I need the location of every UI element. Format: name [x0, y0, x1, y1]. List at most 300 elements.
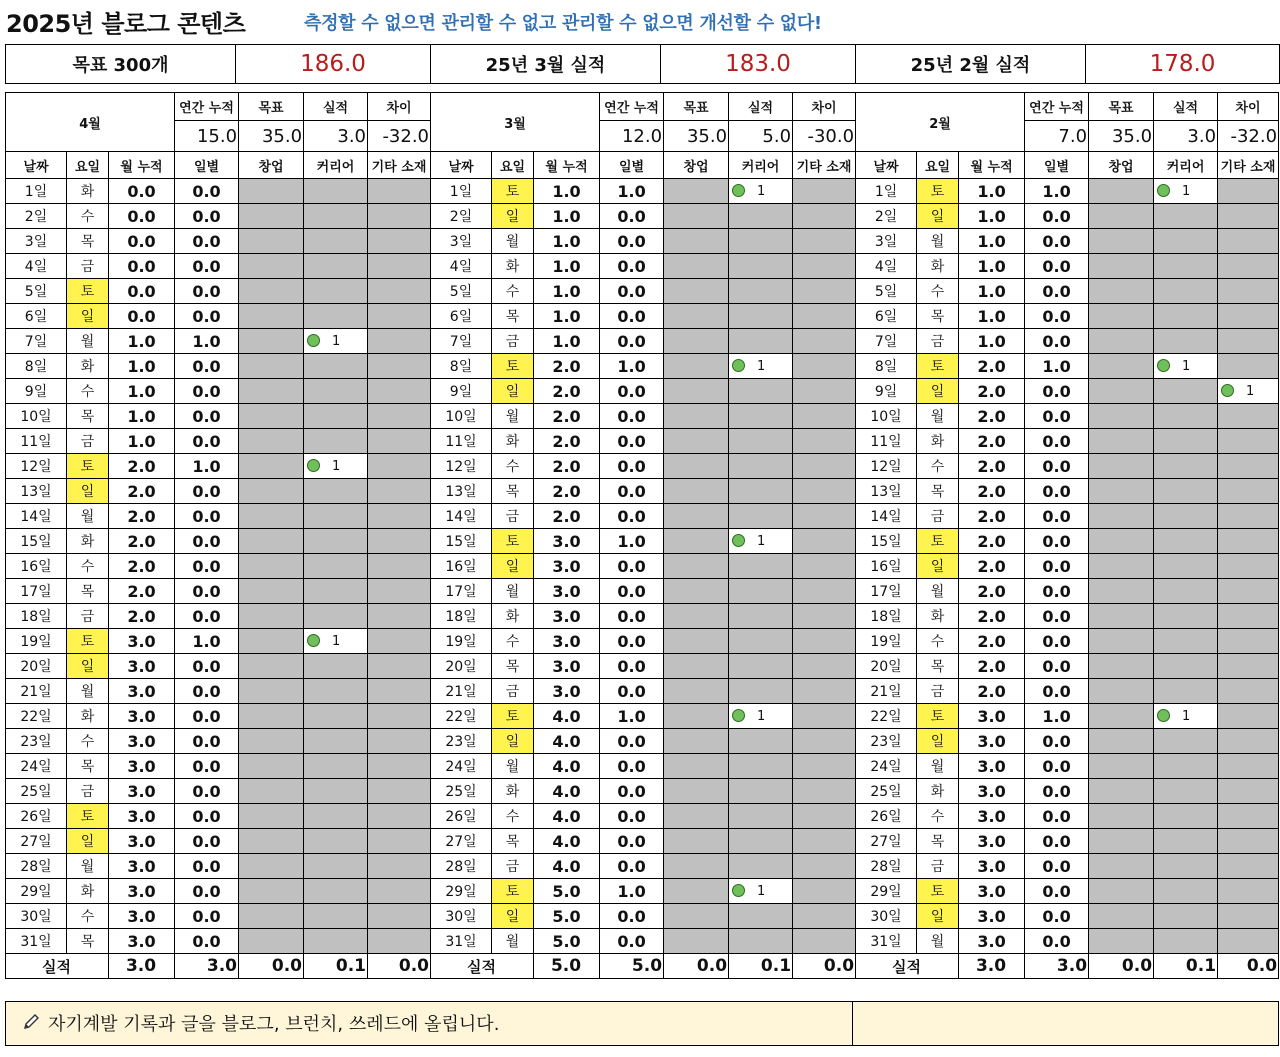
totals-value[interactable]: 0.0	[368, 954, 431, 979]
daily-count-cell[interactable]: 0.0	[600, 329, 664, 354]
daily-count-cell[interactable]: 1.0	[175, 629, 239, 654]
startup-cell[interactable]	[1089, 854, 1154, 879]
daily-count-cell[interactable]: 0.0	[600, 429, 664, 454]
weekday-cell[interactable]: 수	[67, 554, 109, 579]
startup-cell[interactable]	[239, 429, 304, 454]
monthly-cumulative-cell[interactable]: 5.0	[534, 879, 600, 904]
career-cell[interactable]	[304, 529, 368, 554]
monthly-cumulative-cell[interactable]: 2.0	[959, 354, 1025, 379]
startup-cell[interactable]	[664, 479, 729, 504]
career-cell[interactable]	[729, 629, 793, 654]
startup-cell[interactable]	[664, 504, 729, 529]
monthly-cumulative-cell[interactable]: 1.0	[109, 354, 175, 379]
date-cell[interactable]: 7일	[6, 329, 67, 354]
totals-value[interactable]: 0.0	[1218, 954, 1279, 979]
career-cell[interactable]	[729, 254, 793, 279]
weekday-cell[interactable]: 금	[67, 254, 109, 279]
other-topic-cell[interactable]	[1218, 354, 1279, 379]
startup-cell[interactable]	[239, 579, 304, 604]
startup-cell[interactable]	[664, 854, 729, 879]
other-topic-cell[interactable]	[1218, 904, 1279, 929]
other-topic-cell[interactable]	[1218, 204, 1279, 229]
career-cell[interactable]	[729, 879, 793, 904]
weekday-cell[interactable]: 목	[67, 579, 109, 604]
daily-count-cell[interactable]: 0.0	[600, 254, 664, 279]
other-topic-cell[interactable]	[793, 179, 856, 204]
other-topic-cell[interactable]	[1218, 679, 1279, 704]
weekday-cell[interactable]: 월	[917, 754, 959, 779]
career-cell[interactable]	[304, 229, 368, 254]
daily-count-cell[interactable]: 0.0	[600, 604, 664, 629]
daily-count-cell[interactable]: 0.0	[1025, 504, 1089, 529]
career-cell[interactable]	[1154, 229, 1218, 254]
other-topic-cell[interactable]	[368, 279, 431, 304]
other-topic-cell[interactable]	[793, 704, 856, 729]
startup-cell[interactable]	[1089, 479, 1154, 504]
date-cell[interactable]: 13일	[431, 479, 492, 504]
startup-cell[interactable]	[1089, 629, 1154, 654]
column-header[interactable]: 기타 소재	[1218, 152, 1279, 179]
daily-count-cell[interactable]: 0.0	[175, 529, 239, 554]
startup-cell[interactable]	[1089, 329, 1154, 354]
startup-cell[interactable]	[664, 904, 729, 929]
career-cell[interactable]	[729, 604, 793, 629]
daily-count-cell[interactable]: 0.0	[1025, 779, 1089, 804]
date-cell[interactable]: 7일	[856, 329, 917, 354]
other-topic-cell[interactable]	[1218, 729, 1279, 754]
column-header[interactable]: 창업	[1089, 152, 1154, 179]
daily-count-cell[interactable]: 0.0	[175, 729, 239, 754]
startup-cell[interactable]	[239, 204, 304, 229]
career-cell[interactable]	[304, 679, 368, 704]
date-cell[interactable]: 30일	[6, 904, 67, 929]
date-cell[interactable]: 9일	[431, 379, 492, 404]
daily-count-cell[interactable]: 0.0	[1025, 554, 1089, 579]
monthly-cumulative-cell[interactable]: 1.0	[959, 329, 1025, 354]
date-cell[interactable]: 20일	[856, 654, 917, 679]
date-cell[interactable]: 10일	[856, 404, 917, 429]
daily-count-cell[interactable]: 1.0	[175, 454, 239, 479]
date-cell[interactable]: 5일	[856, 279, 917, 304]
other-topic-cell[interactable]	[1218, 629, 1279, 654]
column-header[interactable]: 일별	[600, 152, 664, 179]
career-cell[interactable]	[729, 529, 793, 554]
monthly-cumulative-cell[interactable]: 1.0	[959, 179, 1025, 204]
date-cell[interactable]: 9일	[6, 379, 67, 404]
weekday-cell[interactable]: 화	[917, 779, 959, 804]
monthly-cumulative-cell[interactable]: 1.0	[534, 304, 600, 329]
date-cell[interactable]: 23일	[856, 729, 917, 754]
startup-cell[interactable]	[1089, 554, 1154, 579]
startup-cell[interactable]	[1089, 579, 1154, 604]
daily-count-cell[interactable]: 0.0	[1025, 404, 1089, 429]
date-cell[interactable]: 22일	[431, 704, 492, 729]
summary-value-february[interactable]: 178.0	[1086, 45, 1280, 84]
daily-count-cell[interactable]: 0.0	[175, 854, 239, 879]
career-cell[interactable]	[304, 904, 368, 929]
monthly-cumulative-cell[interactable]: 2.0	[959, 579, 1025, 604]
startup-cell[interactable]	[239, 704, 304, 729]
startup-cell[interactable]	[1089, 304, 1154, 329]
other-topic-cell[interactable]	[368, 429, 431, 454]
date-cell[interactable]: 11일	[6, 429, 67, 454]
daily-count-cell[interactable]: 0.0	[1025, 229, 1089, 254]
career-cell[interactable]	[304, 204, 368, 229]
daily-count-cell[interactable]: 0.0	[1025, 279, 1089, 304]
daily-count-cell[interactable]: 0.0	[1025, 829, 1089, 854]
career-cell[interactable]	[729, 679, 793, 704]
career-cell[interactable]	[304, 804, 368, 829]
date-cell[interactable]: 12일	[431, 454, 492, 479]
other-topic-cell[interactable]	[368, 729, 431, 754]
daily-count-cell[interactable]: 0.0	[1025, 729, 1089, 754]
daily-count-cell[interactable]: 0.0	[175, 379, 239, 404]
weekday-cell[interactable]: 금	[917, 854, 959, 879]
other-topic-cell[interactable]	[368, 904, 431, 929]
daily-count-cell[interactable]: 0.0	[175, 229, 239, 254]
weekday-cell[interactable]: 수	[917, 804, 959, 829]
monthly-cumulative-cell[interactable]: 3.0	[109, 704, 175, 729]
other-topic-cell[interactable]	[368, 829, 431, 854]
weekday-cell[interactable]: 화	[917, 254, 959, 279]
startup-cell[interactable]	[1089, 754, 1154, 779]
date-cell[interactable]: 31일	[6, 929, 67, 954]
monthly-cumulative-cell[interactable]: 0.0	[109, 279, 175, 304]
date-cell[interactable]: 16일	[431, 554, 492, 579]
other-topic-cell[interactable]	[368, 204, 431, 229]
monthly-cumulative-cell[interactable]: 2.0	[959, 654, 1025, 679]
weekday-cell[interactable]: 화	[492, 779, 534, 804]
startup-cell[interactable]	[1089, 929, 1154, 954]
weekday-cell[interactable]: 토	[67, 454, 109, 479]
date-cell[interactable]: 27일	[856, 829, 917, 854]
monthly-cumulative-cell[interactable]: 1.0	[534, 179, 600, 204]
career-cell[interactable]	[729, 504, 793, 529]
startup-cell[interactable]	[664, 929, 729, 954]
date-cell[interactable]: 25일	[856, 779, 917, 804]
weekday-cell[interactable]: 수	[67, 729, 109, 754]
weekday-cell[interactable]: 수	[917, 629, 959, 654]
startup-cell[interactable]	[239, 729, 304, 754]
note-cell-empty[interactable]	[853, 1001, 1279, 1046]
totals-value[interactable]: 0.1	[304, 954, 368, 979]
date-cell[interactable]: 6일	[6, 304, 67, 329]
daily-count-cell[interactable]: 0.0	[1025, 529, 1089, 554]
date-cell[interactable]: 25일	[6, 779, 67, 804]
daily-count-cell[interactable]: 0.0	[600, 404, 664, 429]
career-cell[interactable]	[304, 779, 368, 804]
date-cell[interactable]: 28일	[856, 854, 917, 879]
startup-cell[interactable]	[1089, 529, 1154, 554]
weekday-cell[interactable]: 금	[67, 779, 109, 804]
weekday-cell[interactable]: 월	[492, 229, 534, 254]
startup-cell[interactable]	[239, 329, 304, 354]
career-cell[interactable]	[304, 254, 368, 279]
career-cell[interactable]	[729, 754, 793, 779]
career-cell[interactable]	[1154, 829, 1218, 854]
career-cell[interactable]	[1154, 404, 1218, 429]
date-cell[interactable]: 11일	[856, 429, 917, 454]
career-cell[interactable]	[1154, 629, 1218, 654]
other-topic-cell[interactable]	[1218, 504, 1279, 529]
weekday-cell[interactable]: 일	[67, 654, 109, 679]
career-cell[interactable]	[729, 929, 793, 954]
weekday-cell[interactable]: 화	[67, 879, 109, 904]
startup-cell[interactable]	[1089, 604, 1154, 629]
month-title[interactable]: 2월	[856, 93, 1025, 152]
stat-value[interactable]: -32.0	[1218, 121, 1279, 152]
monthly-cumulative-cell[interactable]: 2.0	[959, 404, 1025, 429]
startup-cell[interactable]	[239, 754, 304, 779]
other-topic-cell[interactable]	[1218, 229, 1279, 254]
monthly-cumulative-cell[interactable]: 2.0	[109, 479, 175, 504]
monthly-cumulative-cell[interactable]: 3.0	[534, 529, 600, 554]
date-cell[interactable]: 26일	[6, 804, 67, 829]
startup-cell[interactable]	[664, 379, 729, 404]
date-cell[interactable]: 9일	[856, 379, 917, 404]
career-cell[interactable]	[304, 579, 368, 604]
career-cell[interactable]	[729, 654, 793, 679]
career-cell[interactable]	[304, 504, 368, 529]
totals-label[interactable]: 실적	[431, 954, 534, 979]
startup-cell[interactable]	[1089, 504, 1154, 529]
career-cell[interactable]	[304, 554, 368, 579]
monthly-cumulative-cell[interactable]: 3.0	[109, 754, 175, 779]
monthly-cumulative-cell[interactable]: 1.0	[959, 279, 1025, 304]
career-cell[interactable]	[729, 329, 793, 354]
weekday-cell[interactable]: 금	[67, 604, 109, 629]
startup-cell[interactable]	[664, 704, 729, 729]
totals-value[interactable]: 0.0	[1089, 954, 1154, 979]
other-topic-cell[interactable]	[368, 654, 431, 679]
other-topic-cell[interactable]	[368, 579, 431, 604]
other-topic-cell[interactable]	[368, 804, 431, 829]
startup-cell[interactable]	[664, 554, 729, 579]
monthly-cumulative-cell[interactable]: 0.0	[109, 204, 175, 229]
career-cell[interactable]	[304, 929, 368, 954]
daily-count-cell[interactable]: 0.0	[175, 479, 239, 504]
career-cell[interactable]	[729, 479, 793, 504]
startup-cell[interactable]	[664, 729, 729, 754]
weekday-cell[interactable]: 월	[67, 504, 109, 529]
career-cell[interactable]	[1154, 904, 1218, 929]
other-topic-cell[interactable]	[368, 554, 431, 579]
date-cell[interactable]: 12일	[856, 454, 917, 479]
date-cell[interactable]: 21일	[856, 679, 917, 704]
monthly-cumulative-cell[interactable]: 2.0	[109, 554, 175, 579]
startup-cell[interactable]	[1089, 354, 1154, 379]
daily-count-cell[interactable]: 0.0	[1025, 379, 1089, 404]
monthly-cumulative-cell[interactable]: 2.0	[959, 379, 1025, 404]
daily-count-cell[interactable]: 0.0	[600, 479, 664, 504]
startup-cell[interactable]	[664, 629, 729, 654]
career-cell[interactable]	[1154, 254, 1218, 279]
weekday-cell[interactable]: 목	[917, 479, 959, 504]
startup-cell[interactable]	[1089, 454, 1154, 479]
monthly-cumulative-cell[interactable]: 3.0	[109, 629, 175, 654]
weekday-cell[interactable]: 화	[67, 529, 109, 554]
career-cell[interactable]	[1154, 579, 1218, 604]
weekday-cell[interactable]: 금	[917, 679, 959, 704]
other-topic-cell[interactable]	[793, 479, 856, 504]
daily-count-cell[interactable]: 0.0	[175, 829, 239, 854]
career-cell[interactable]	[1154, 179, 1218, 204]
monthly-cumulative-cell[interactable]: 2.0	[109, 504, 175, 529]
monthly-cumulative-cell[interactable]: 0.0	[109, 229, 175, 254]
weekday-cell[interactable]: 화	[67, 354, 109, 379]
career-cell[interactable]	[729, 779, 793, 804]
career-cell[interactable]	[304, 479, 368, 504]
summary-value-goal[interactable]: 186.0	[236, 45, 431, 84]
monthly-cumulative-cell[interactable]: 3.0	[534, 579, 600, 604]
startup-cell[interactable]	[664, 329, 729, 354]
stat-header[interactable]: 연간 누적	[1025, 93, 1089, 121]
summary-value-march[interactable]: 183.0	[661, 45, 856, 84]
monthly-cumulative-cell[interactable]: 2.0	[959, 504, 1025, 529]
daily-count-cell[interactable]: 0.0	[600, 454, 664, 479]
daily-count-cell[interactable]: 0.0	[175, 204, 239, 229]
other-topic-cell[interactable]	[368, 454, 431, 479]
date-cell[interactable]: 5일	[6, 279, 67, 304]
date-cell[interactable]: 17일	[6, 579, 67, 604]
career-cell[interactable]	[304, 304, 368, 329]
career-cell[interactable]	[1154, 329, 1218, 354]
startup-cell[interactable]	[239, 179, 304, 204]
startup-cell[interactable]	[239, 554, 304, 579]
startup-cell[interactable]	[239, 304, 304, 329]
weekday-cell[interactable]: 월	[67, 854, 109, 879]
startup-cell[interactable]	[239, 829, 304, 854]
other-topic-cell[interactable]	[1218, 529, 1279, 554]
monthly-cumulative-cell[interactable]: 0.0	[109, 254, 175, 279]
column-header[interactable]: 날짜	[6, 152, 67, 179]
monthly-cumulative-cell[interactable]: 3.0	[959, 804, 1025, 829]
daily-count-cell[interactable]: 1.0	[600, 879, 664, 904]
date-cell[interactable]: 5일	[431, 279, 492, 304]
daily-count-cell[interactable]: 0.0	[600, 729, 664, 754]
other-topic-cell[interactable]	[368, 354, 431, 379]
weekday-cell[interactable]: 수	[67, 204, 109, 229]
date-cell[interactable]: 10일	[6, 404, 67, 429]
weekday-cell[interactable]: 수	[492, 454, 534, 479]
other-topic-cell[interactable]	[793, 404, 856, 429]
other-topic-cell[interactable]	[1218, 804, 1279, 829]
other-topic-cell[interactable]	[368, 704, 431, 729]
career-cell[interactable]	[1154, 354, 1218, 379]
monthly-cumulative-cell[interactable]: 3.0	[534, 604, 600, 629]
daily-count-cell[interactable]: 1.0	[600, 529, 664, 554]
weekday-cell[interactable]: 월	[917, 579, 959, 604]
date-cell[interactable]: 7일	[431, 329, 492, 354]
other-topic-cell[interactable]	[793, 254, 856, 279]
other-topic-cell[interactable]	[793, 354, 856, 379]
weekday-cell[interactable]: 월	[917, 929, 959, 954]
weekday-cell[interactable]: 금	[492, 329, 534, 354]
weekday-cell[interactable]: 일	[67, 829, 109, 854]
startup-cell[interactable]	[239, 279, 304, 304]
stat-header[interactable]: 목표	[239, 93, 304, 121]
startup-cell[interactable]	[239, 229, 304, 254]
weekday-cell[interactable]: 토	[917, 529, 959, 554]
other-topic-cell[interactable]	[1218, 879, 1279, 904]
date-cell[interactable]: 28일	[6, 854, 67, 879]
weekday-cell[interactable]: 토	[492, 879, 534, 904]
other-topic-cell[interactable]	[1218, 929, 1279, 954]
other-topic-cell[interactable]	[1218, 654, 1279, 679]
weekday-cell[interactable]: 목	[492, 304, 534, 329]
date-cell[interactable]: 29일	[6, 879, 67, 904]
date-cell[interactable]: 27일	[431, 829, 492, 854]
totals-label[interactable]: 실적	[6, 954, 109, 979]
monthly-cumulative-cell[interactable]: 3.0	[959, 704, 1025, 729]
weekday-cell[interactable]: 수	[492, 279, 534, 304]
career-cell[interactable]	[304, 179, 368, 204]
other-topic-cell[interactable]	[793, 529, 856, 554]
startup-cell[interactable]	[239, 404, 304, 429]
weekday-cell[interactable]: 일	[492, 904, 534, 929]
career-cell[interactable]	[304, 654, 368, 679]
monthly-cumulative-cell[interactable]: 2.0	[959, 554, 1025, 579]
monthly-cumulative-cell[interactable]: 2.0	[109, 604, 175, 629]
startup-cell[interactable]	[664, 579, 729, 604]
weekday-cell[interactable]: 월	[492, 404, 534, 429]
column-header[interactable]: 커리어	[1154, 152, 1218, 179]
column-header[interactable]: 요일	[67, 152, 109, 179]
startup-cell[interactable]	[1089, 379, 1154, 404]
monthly-cumulative-cell[interactable]: 2.0	[534, 454, 600, 479]
monthly-cumulative-cell[interactable]: 2.0	[959, 629, 1025, 654]
daily-count-cell[interactable]: 0.0	[1025, 629, 1089, 654]
stat-value[interactable]: 3.0	[1154, 121, 1218, 152]
stat-header[interactable]: 차이	[793, 93, 856, 121]
other-topic-cell[interactable]	[793, 204, 856, 229]
weekday-cell[interactable]: 수	[67, 904, 109, 929]
date-cell[interactable]: 2일	[856, 204, 917, 229]
weekday-cell[interactable]: 토	[67, 629, 109, 654]
weekday-cell[interactable]: 금	[492, 854, 534, 879]
monthly-cumulative-cell[interactable]: 2.0	[959, 454, 1025, 479]
other-topic-cell[interactable]	[793, 779, 856, 804]
startup-cell[interactable]	[664, 229, 729, 254]
career-cell[interactable]	[1154, 379, 1218, 404]
date-cell[interactable]: 4일	[431, 254, 492, 279]
career-cell[interactable]	[304, 429, 368, 454]
startup-cell[interactable]	[239, 654, 304, 679]
career-cell[interactable]	[1154, 679, 1218, 704]
career-cell[interactable]	[729, 304, 793, 329]
date-cell[interactable]: 27일	[6, 829, 67, 854]
monthly-cumulative-cell[interactable]: 3.0	[109, 729, 175, 754]
startup-cell[interactable]	[239, 604, 304, 629]
other-topic-cell[interactable]	[793, 804, 856, 829]
other-topic-cell[interactable]	[368, 479, 431, 504]
career-cell[interactable]	[729, 904, 793, 929]
monthly-cumulative-cell[interactable]: 3.0	[109, 779, 175, 804]
totals-value[interactable]: 0.1	[729, 954, 793, 979]
monthly-cumulative-cell[interactable]: 0.0	[109, 179, 175, 204]
career-cell[interactable]	[1154, 779, 1218, 804]
date-cell[interactable]: 6일	[856, 304, 917, 329]
note-cell[interactable]	[5, 1001, 853, 1046]
date-cell[interactable]: 19일	[6, 629, 67, 654]
daily-count-cell[interactable]: 0.0	[600, 679, 664, 704]
totals-value[interactable]: 0.0	[239, 954, 304, 979]
weekday-cell[interactable]: 토	[67, 804, 109, 829]
other-topic-cell[interactable]	[368, 854, 431, 879]
daily-count-cell[interactable]: 0.0	[600, 279, 664, 304]
date-cell[interactable]: 31일	[856, 929, 917, 954]
weekday-cell[interactable]: 일	[917, 904, 959, 929]
